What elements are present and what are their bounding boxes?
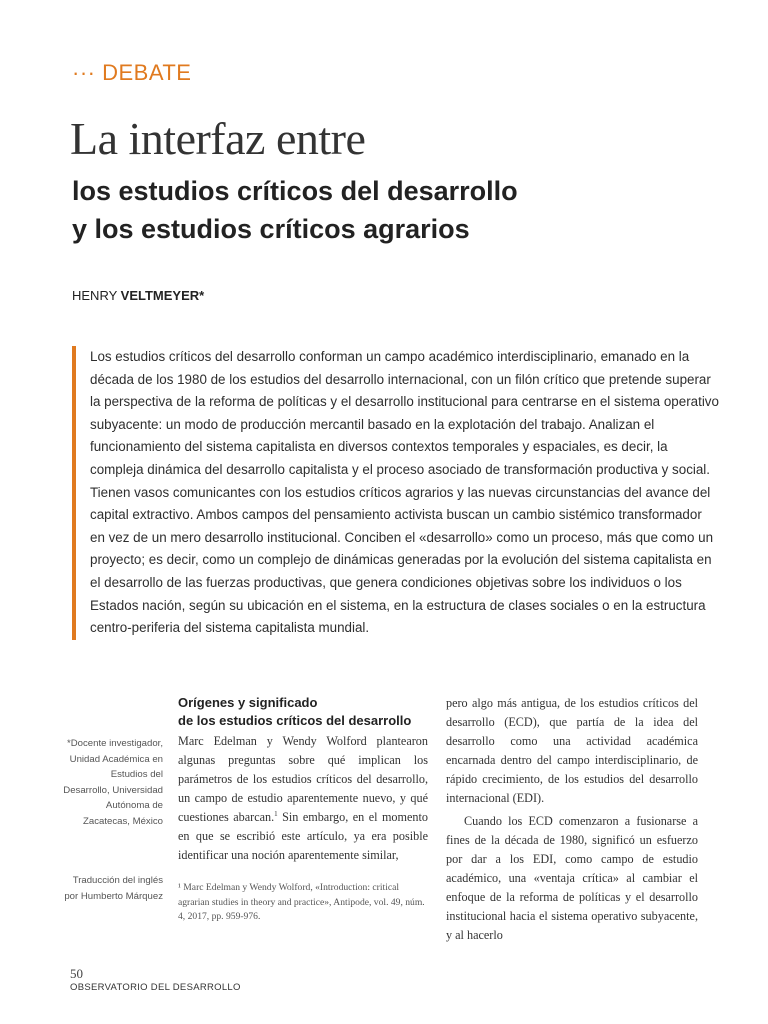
body-column-left <box>178 694 428 865</box>
footnote: ¹ Marc Edelman y Wendy Wolford, «Introduction: critical agrarian studies in theory and practice», Antipode, vol. 49, núm. 4, 2017, pp. 959-976. <box>178 882 425 922</box>
article-title: La interfaz entre <box>70 113 366 164</box>
author-surname: VELTMEYER* <box>120 288 205 303</box>
abstract-block <box>72 346 720 640</box>
footnote-reference: 1 <box>274 809 278 818</box>
article-subtitle <box>72 172 712 248</box>
subtitle-line-1: los estudios críticos del desarrollo <box>72 176 518 206</box>
section-heading-line-1: Orígenes y significado <box>178 695 318 710</box>
body-text-a: Marc Edelman y Wendy Wolford plantearon algunas preguntas sobre qué implican los parámetros de los estudios críticos del desarrollo, un campo de estudio aparentemente nuevo, y qué cuestiones abarcan. <box>178 734 428 824</box>
affiliation-note: *Docente investigador, Unidad Académica en Estudios del Desarrollo, Universidad Autónoma de Zacatecas, México <box>63 738 163 827</box>
publication-name: OBSERVATORIO DEL DESARROLLO <box>70 982 241 993</box>
body-paragraph-2: Cuando los ECD comenzaron a fusionarse a fines de la década de 1980, significó un esfuerzo por dar a los EDI, como campo de estudio académico, una «ventaja crítica» al cambiar el enfoque de la reforma de políticas y el desarrollo institucional hacia el sistema operativo subyacente, y al hacerlo <box>446 814 698 942</box>
body-paragraph <box>178 732 428 865</box>
section-heading-line-2: de los estudios críticos del desarrollo <box>178 713 412 728</box>
body-paragraph-continued: pero algo más antigua, de los estudios críticos del desarrollo (ECD), que partía de la idea del desarrollo como una actividad académica encarnada dentro del campo interdisciplinario, de rápido crecimiento, de los estudios del desarrollo internacional (EDI). <box>446 696 698 805</box>
section-heading <box>178 694 428 730</box>
section-tag: ··· DEBATE <box>72 60 192 85</box>
subtitle-line-2: y los estudios críticos agrarios <box>72 214 470 244</box>
page-number: 50 <box>70 966 83 981</box>
body-column-right <box>446 694 698 945</box>
translation-note: Traducción del inglés por Humberto Márquez <box>64 875 163 902</box>
author-line <box>72 288 204 303</box>
abstract-text: Los estudios críticos del desarrollo conforman un campo académico interdisciplinario, emanado en la década de los 1980 de los estudios del desarrollo internacional, con un filón crítico que pretende superar la perspectiva de la reforma de políticas y el desarrollo institucional para centrarse en el sistema operativo subyacente: un modo de producción mercantil basado en la explotación del trabajo. Analizan el funcionamiento del sistema capitalista en diversos contextos temporales y espaciales, es decir, la compleja dinámica del desarrollo capitalista y el proceso asociado de transformación productiva y social. Tienen vasos comunicantes con los estudios críticos agrarios y las nuevas circunstancias del avance del capital extractivo. Ambos campos del pensamiento activista buscan un cambio sistémico transformador en vez de un mero desarrollo institucional. Conciben el «desarrollo» como un proceso, más que como un proyecto; es decir, como un complejo de dinámicas generadas por la evolución del sistema capitalista en el desarrollo de las fuerzas productivas, que genera condiciones objetivas sobre los individuos o los Estados nación, según su ubicación en el sistema, en la estructura de clases sociales o en la estructura centro-periferia del sistema capitalista mundial. <box>90 349 719 636</box>
body-text-b: Sin embargo, en el momento en que se escribió este artículo, ya era posible identificar una noción aparentemente similar, <box>178 810 428 862</box>
author-given-name: HENRY <box>72 288 118 303</box>
